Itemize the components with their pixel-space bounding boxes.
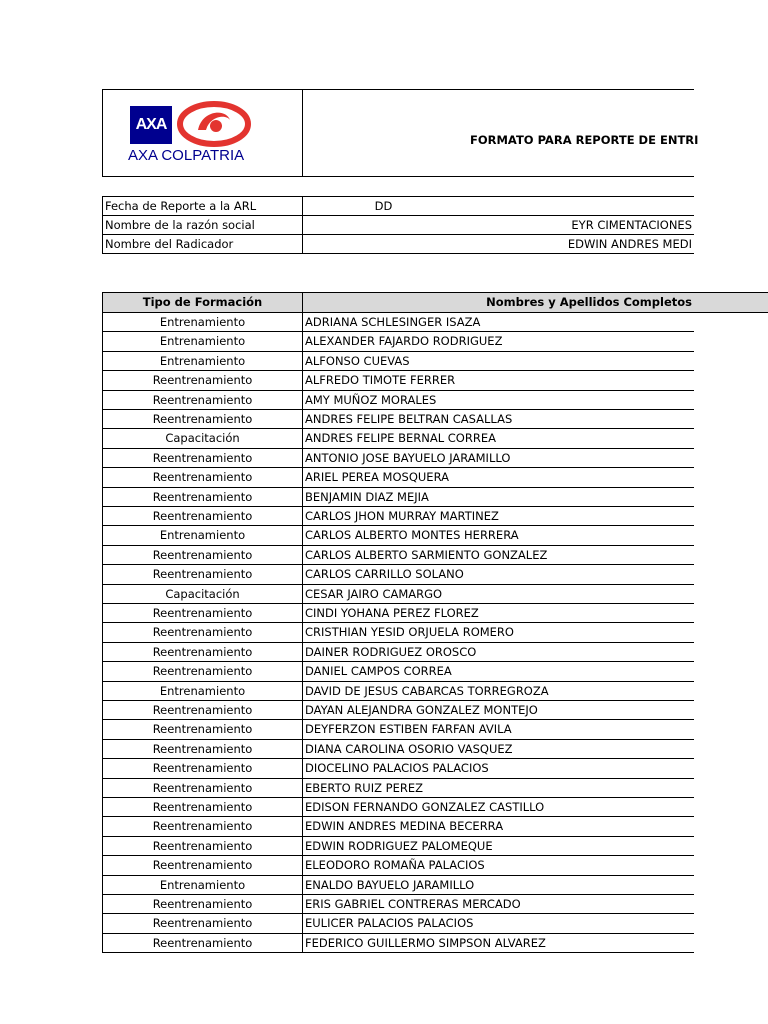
info-label-razon-social: Nombre de la razón social (102, 216, 303, 235)
cell-nombre: CARLOS CARRILLO SOLANO (305, 567, 464, 582)
table-row (102, 643, 694, 662)
cell-nombre: ALEXANDER FAJARDO RODRIGUEZ (305, 334, 503, 349)
info-value-radicador: EDWIN ANDRES MEDI (303, 235, 694, 254)
table-row (102, 662, 694, 681)
cell-tipo-formacion: Reentrenamiento (102, 856, 303, 874)
table-row (102, 720, 694, 739)
table-row (102, 468, 694, 487)
cell-nombre: CARLOS JHON MURRAY MARTINEZ (305, 509, 499, 523)
cell-tipo-formacion: Reentrenamiento (102, 817, 303, 835)
cell-tipo-formacion: Reentrenamiento (102, 565, 303, 583)
table-row (102, 759, 694, 778)
info-table (102, 196, 694, 254)
cell-nombre: EULICER PALACIOS PALACIOS (305, 916, 474, 931)
cell-nombre: ARIEL PEREA MOSQUERA (305, 470, 449, 485)
cell-tipo-formacion: Entrenamiento (102, 352, 303, 370)
info-label-radicador: Nombre del Radicador (102, 235, 303, 254)
cell-tipo-formacion: Reentrenamiento (102, 449, 303, 467)
table-row (102, 914, 694, 933)
table-row (102, 837, 694, 856)
table-row (102, 565, 694, 584)
cell-tipo-formacion: Reentrenamiento (102, 546, 303, 564)
cell-tipo-formacion: Reentrenamiento (102, 662, 303, 680)
cell-tipo-formacion: Reentrenamiento (102, 391, 303, 409)
cell-nombre: CARLOS ALBERTO MONTES HERRERA (305, 528, 519, 543)
table-row (102, 332, 694, 351)
cell-tipo-formacion: Reentrenamiento (102, 759, 303, 777)
info-label-fecha: Fecha de Reporte a la ARL (102, 197, 303, 216)
colpatria-swirl-icon (176, 100, 252, 148)
cell-nombre: ANDRES FELIPE BELTRAN CASALLAS (305, 412, 513, 426)
cell-tipo-formacion: Entrenamiento (102, 313, 303, 331)
cell-tipo-formacion: Reentrenamiento (102, 934, 303, 952)
cell-nombre: CRISTHIAN YESID ORJUELA ROMERO (305, 625, 514, 640)
cell-tipo-formacion: Reentrenamiento (102, 798, 303, 816)
cell-nombre: ENALDO BAYUELO JARAMILLO (305, 877, 475, 892)
cell-nombre: CARLOS ALBERTO SARMIENTO GONZALEZ (305, 547, 548, 562)
cell-nombre: DEYFERZON ESTIBEN FARFAN AVILA (305, 722, 512, 737)
column-header-nombres: Nombres y Apellidos Completos (486, 295, 692, 309)
cell-nombre: DIANA CAROLINA OSORIO VASQUEZ (305, 741, 513, 756)
table-header-row (102, 292, 768, 313)
cell-nombre: ALFREDO TIMOTE FERRER (305, 373, 456, 388)
table-row (102, 701, 694, 720)
table-row (102, 604, 694, 623)
axa-mark-text: AXA (135, 116, 167, 133)
table-row (102, 585, 694, 604)
table-row (102, 817, 694, 836)
cell-tipo-formacion: Reentrenamiento (102, 410, 303, 428)
cell-tipo-formacion: Entrenamiento (102, 682, 303, 700)
cell-tipo-formacion: Reentrenamiento (102, 779, 303, 797)
cell-nombre: EDWIN RODRIGUEZ PALOMEQUE (305, 838, 493, 853)
cell-nombre: ANTONIO JOSE BAYUELO JARAMILLO (305, 450, 511, 465)
cell-nombre: ADRIANA SCHLESINGER ISAZA (305, 315, 481, 329)
cell-tipo-formacion: Reentrenamiento (102, 371, 303, 389)
cell-nombre: ANDRES FELIPE BERNAL CORREA (305, 431, 496, 446)
table-row (102, 352, 694, 371)
cell-nombre: EDWIN ANDRES MEDINA BECERRA (305, 819, 504, 834)
table-row (102, 546, 694, 565)
cell-tipo-formacion: Entrenamiento (102, 876, 303, 894)
cell-nombre: EDISON FERNANDO GONZALEZ CASTILLO (305, 800, 545, 814)
header-divider (302, 89, 303, 177)
company-logo (128, 100, 254, 170)
table-row (102, 682, 694, 701)
table-row (102, 934, 694, 953)
table-row (102, 856, 694, 875)
axa-mark (130, 106, 172, 144)
cell-tipo-formacion: Entrenamiento (102, 526, 303, 544)
cell-tipo-formacion: Capacitación (102, 585, 303, 603)
info-value-razon-social: EYR CIMENTACIONES (303, 216, 694, 235)
table-row (102, 449, 694, 468)
cell-nombre: DAYAN ALEJANDRA GONZALEZ MONTEJO (305, 703, 538, 717)
logo-text: AXA COLPATRIA (128, 147, 245, 164)
cell-tipo-formacion: Reentrenamiento (102, 488, 303, 506)
cell-tipo-formacion: Reentrenamiento (102, 837, 303, 855)
cell-tipo-formacion: Reentrenamiento (102, 604, 303, 622)
cell-tipo-formacion: Reentrenamiento (102, 895, 303, 913)
table-row (102, 779, 694, 798)
table-row (102, 526, 694, 545)
table-row (102, 488, 694, 507)
cell-tipo-formacion: Reentrenamiento (102, 507, 303, 525)
cell-nombre: DANIEL CAMPOS CORREA (305, 664, 452, 679)
table-row (102, 623, 694, 642)
cell-nombre: DAINER RODRIGUEZ OROSCO (305, 644, 477, 659)
cell-tipo-formacion: Reentrenamiento (102, 740, 303, 758)
info-value-fecha: DD (303, 197, 694, 216)
table-row (102, 391, 694, 410)
cell-tipo-formacion: Reentrenamiento (102, 720, 303, 738)
cell-nombre: CINDI YOHANA PEREZ FLOREZ (305, 606, 479, 620)
cell-tipo-formacion: Capacitación (102, 429, 303, 447)
page-title: FORMATO PARA REPORTE DE ENTRI (470, 133, 699, 147)
table-row (102, 895, 694, 914)
column-header-tipo: Tipo de Formación (102, 293, 303, 313)
cell-nombre: CESAR JAIRO CAMARGO (305, 586, 443, 601)
cell-tipo-formacion: Entrenamiento (102, 332, 303, 350)
table-row (102, 740, 694, 759)
table-row (102, 507, 694, 526)
table-row (102, 410, 694, 429)
cell-tipo-formacion: Reentrenamiento (102, 468, 303, 486)
cell-nombre: ELEODORO ROMAÑA PALACIOS (305, 858, 485, 873)
cell-tipo-formacion: Reentrenamiento (102, 914, 303, 932)
table-row (102, 371, 694, 390)
cell-nombre: EBERTO RUIZ PEREZ (305, 780, 423, 795)
cell-nombre: ALFONSO CUEVAS (305, 353, 410, 368)
cell-nombre: FEDERICO GUILLERMO SIMPSON ALVAREZ (305, 935, 546, 950)
table-row (102, 429, 694, 448)
cell-nombre: BENJAMIN DIAZ MEJIA (305, 489, 429, 504)
cell-nombre: ERIS GABRIEL CONTRERAS MERCADO (305, 897, 521, 911)
cell-tipo-formacion: Reentrenamiento (102, 623, 303, 641)
cell-tipo-formacion: Reentrenamiento (102, 643, 303, 661)
table-row (102, 798, 694, 817)
table-row (102, 313, 694, 332)
cell-tipo-formacion: Reentrenamiento (102, 701, 303, 719)
table-row (102, 876, 694, 895)
cell-nombre: DAVID DE JESUS CABARCAS TORREGROZA (305, 683, 549, 698)
cell-nombre: AMY MUÑOZ MORALES (305, 392, 437, 407)
cell-nombre: DIOCELINO PALACIOS PALACIOS (305, 761, 489, 776)
